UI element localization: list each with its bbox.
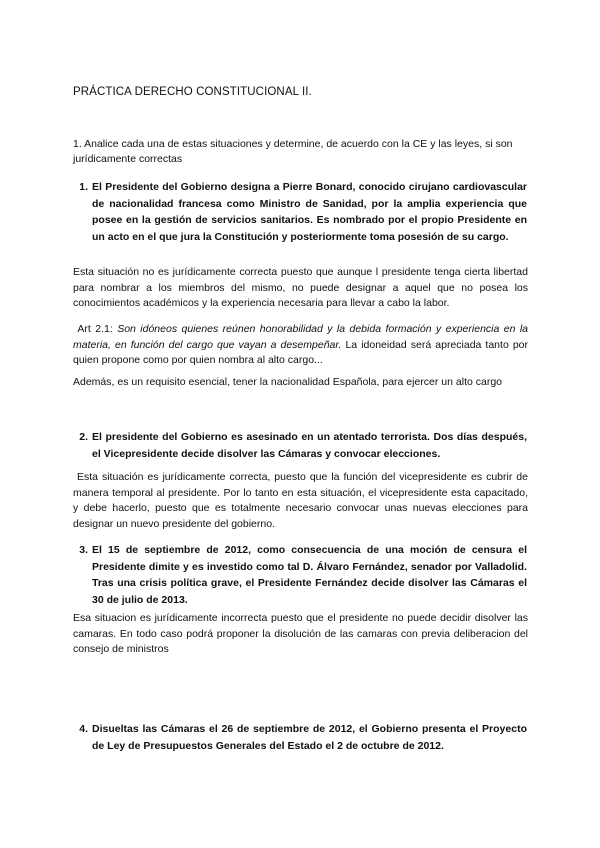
question-2-number: 2. [79,431,88,443]
question-1-number: 1. [79,181,88,193]
answer-2-text: Esta situación es jurídicamente correcta, puesto que la función del vicepresidente es cubrir de manera temporal al presidente. Por lo tanto en esta situación, el vicepresidente esta capacitado, y debe hacerlo, puesto que es totalmente necesario convocar unas nuevas elecciones para designar un nuevo presidente del gobierno. [73,471,528,530]
question-3-text: El 15 de septiembre de 2012, como consecuencia de una moción de censura el Presidente dimite y es investido como tal D. Álvaro Fernández, senador por Valladolid. Tras una crisis política grave, el Presidente Fernández decide disolver las Cámaras el 30 de julio de 2013. [92,544,527,606]
answer-3: Esa situacion es jurídicamente incorrecta puesto que el presidente no puede decidir disolver las camaras. En todo caso podrá proponer la disolución de las camaras con previa deliberacion del consejo de ministros [73,612,528,655]
document-title: PRÁCTICA DERECHO CONSTITUCIONAL II. [73,86,312,98]
question-2 [79,429,527,462]
question-1-text: El Presidente del Gobierno designa a Pierre Bonard, conocido cirujano cardiovascular de nacionalidad francesa como Ministro de Sanidad, por la amplia experiencia que posee en la gestión de servicios sanitarios. Es nombrado por el propio Presidente en un acto en el que jura la Constitución y posteriormente toma posesión de su cargo. [92,181,527,243]
article-citation [73,322,528,369]
answer-2 [73,470,528,532]
question-4 [79,721,527,754]
article-quote: Son idóneos quienes reúnen honorabilidad y la debida formación y experiencia en la materia, en función del cargo que vayan a desempeñar. [73,323,529,351]
question-3 [79,542,527,608]
intro-instruction: 1. Analice cada una de estas situaciones y determine, de acuerdo con la CE y las leyes, si son jurídicamente correctas [73,138,513,165]
question-4-text: Disueltas las Cámaras el 26 de septiembre de 2012, el Gobierno presenta el Proyecto de Ley de Presupuestos Generales del Estado el 2 de octubre de 2012. [92,723,527,752]
article-label: Art 2.1: [77,323,113,335]
question-2-text: El presidente del Gobierno es asesinado en un atentado terrorista. Dos días después, el Vicepresidente decide disolver las Cámaras y convocar elecciones. [92,431,527,460]
question-1 [79,179,527,245]
article-rest: La idoneidad será apreciada tanto por quien propone como por quien nombra al alto cargo... [73,338,529,366]
answer-1-addendum: Además, es un requisito esencial, tener la nacionalidad Española, para ejercer un alto cargo [73,376,503,388]
answer-1: Esta situación no es jurídicamente correcta puesto que aunque l presidente tenga cierta libertad para nombrar a los miembros del mismo, no puede designar a aquel que no posea los conocimientos académicos y la experiencia necesaria para llevar a cabo la labor. [73,266,528,309]
question-3-number: 3. [79,544,88,556]
question-4-number: 4. [79,723,88,735]
